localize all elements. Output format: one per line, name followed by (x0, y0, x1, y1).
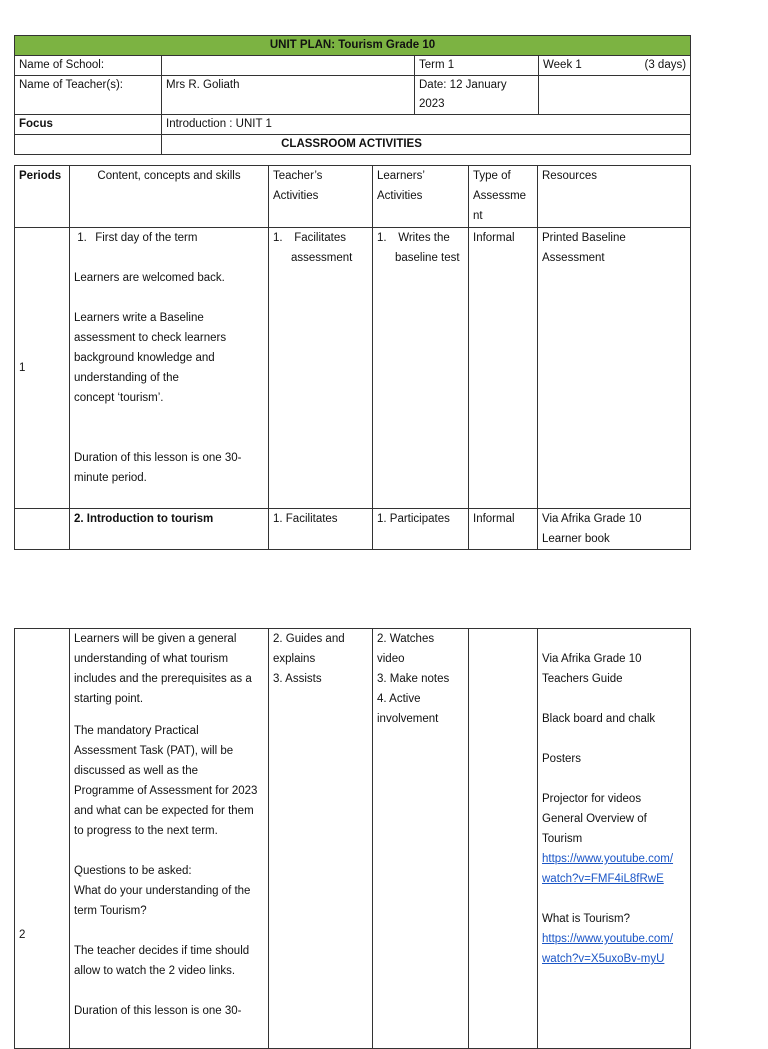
p2-content-text: and what can be expected for them (74, 805, 254, 817)
p2-resources-text: General Overview of (542, 813, 647, 825)
p2-content-text: The mandatory Practical (74, 725, 199, 737)
row2-period (15, 509, 70, 550)
col-content: Content, concepts and skills (70, 166, 269, 228)
row1-learners-num: 1. (377, 232, 387, 244)
youtube-link-what-is-tourism[interactable]: https://www.youtube.com/ (542, 933, 674, 945)
table-row (15, 509, 691, 550)
row1-content-text: background knowledge and (74, 352, 215, 364)
p2-period-number: 2 (19, 929, 26, 941)
col-teacher-l1: Teacher’s (273, 170, 323, 182)
week-label: Week 1 (543, 59, 582, 71)
p2-learners-text: 2. Watches (377, 633, 435, 645)
p2-content (70, 629, 269, 1049)
row1-learners-text: Writes the (398, 232, 450, 244)
p2-teacher (269, 629, 373, 1049)
p2-learners-text: 4. Active (377, 693, 421, 705)
row2-content: 2. Introduction to tourism (70, 509, 269, 550)
p2-content-text: Questions to be asked: (74, 865, 192, 877)
col-type (469, 166, 538, 228)
p2-content-text: term Tourism? (74, 905, 147, 917)
p2-content-text: Programme of Assessment for 2023 (74, 785, 258, 797)
row1-teacher-text: Facilitates (294, 232, 346, 244)
p2-resources-text: Via Afrika Grade 10 (542, 653, 642, 665)
school-value (162, 56, 415, 76)
col-learners-l2: Activities (377, 190, 423, 202)
col-resources: Resources (538, 166, 691, 228)
p2-content-text: Assessment Task (PAT), will be (74, 745, 234, 757)
youtube-link-general-overview-cont[interactable]: watch?v=FMF4iL8fRwE (542, 873, 664, 885)
row1-content-text: concept ‘tourism’. (74, 392, 164, 404)
p2-content-text: Learners will be given a general (74, 633, 237, 645)
p2-resources (538, 629, 691, 1049)
teacher-value: Mrs R. Goliath (162, 76, 415, 115)
p2-content-text: understanding of what tourism (74, 653, 229, 665)
row1-learners (373, 228, 469, 509)
p2-resources-text: Black board and chalk (542, 713, 656, 725)
p2-learners-text: 3. Make notes (377, 673, 450, 685)
p2-content-text: allow to watch the 2 video links. (74, 965, 236, 977)
p2-content-text: Duration of this lesson is one 30- (74, 1005, 242, 1017)
p2-teacher-text: explains (273, 653, 316, 665)
col-type-l2: Assessme (473, 190, 527, 202)
row1-period: 1 (15, 228, 70, 509)
p2-content-text: includes and the prerequisites as a (74, 673, 252, 685)
p2-period (15, 629, 70, 1049)
row2-resources (538, 509, 691, 550)
classroom-activities-heading: CLASSROOM ACTIVITIES (281, 138, 422, 150)
term-cell: Term 1 (415, 56, 539, 76)
unit-plan-header-table (14, 35, 691, 155)
p2-content-text: The teacher decides if time should (74, 945, 250, 957)
row2-type: Informal (469, 509, 538, 550)
row2-learners: 1. Participates (373, 509, 469, 550)
p2-content-text: What do your understanding of the (74, 885, 251, 897)
col-teacher (269, 166, 373, 228)
week-cell (539, 56, 691, 76)
unit-plan-title: UNIT PLAN: Tourism Grade 10 (15, 36, 691, 56)
p2-learners-text: video (377, 653, 405, 665)
row1-resources-text: Printed Baseline (542, 232, 626, 244)
p2-learners-text: involvement (377, 713, 439, 725)
row1-content-p1: Learners are welcomed back. (74, 272, 225, 284)
table-row (15, 629, 691, 1049)
row1-type: Informal (469, 228, 538, 509)
row1-content-text: understanding of the (74, 372, 179, 384)
activities-table-continued (14, 628, 691, 1049)
col-learners-l1: Learners’ (377, 170, 425, 182)
p2-content-text: starting point. (74, 693, 144, 705)
row1-resources-text: Assessment (542, 252, 605, 264)
col-teacher-l2: Activities (273, 190, 319, 202)
row1-teacher-text: assessment (291, 252, 353, 264)
row1-learners-text: baseline test (395, 252, 460, 264)
empty-cell (539, 76, 691, 115)
date-cell: Date: 12 January 2023 (415, 76, 539, 115)
p2-resources-text: Projector for videos (542, 793, 642, 805)
row1-teacher-num: 1. (273, 232, 283, 244)
col-learners (373, 166, 469, 228)
focus-label: Focus (15, 115, 162, 135)
col-periods: Periods (15, 166, 70, 228)
row1-teacher (269, 228, 373, 509)
teacher-label: Name of Teacher(s): (15, 76, 162, 115)
p2-type (469, 629, 538, 1049)
p2-teacher-text: 2. Guides and (273, 633, 345, 645)
p2-resources-text: What is Tourism? (542, 913, 630, 925)
row1-content-text: assessment to check learners (74, 332, 227, 344)
focus-value: Introduction : UNIT 1 (162, 115, 691, 135)
p2-resources-text: Tourism (542, 833, 583, 845)
youtube-link-general-overview[interactable]: https://www.youtube.com/ (542, 853, 674, 865)
row2-resources-text: Via Afrika Grade 10 (542, 513, 642, 525)
youtube-link-what-is-tourism-cont[interactable]: watch?v=X5uxoBv-myU (542, 953, 665, 965)
row1-content-item: 1. First day of the term (77, 232, 198, 244)
row1-content-duration: minute period. (74, 472, 147, 484)
col-type-l3: nt (473, 210, 483, 222)
row1-content-duration: Duration of this lesson is one 30- (74, 452, 242, 464)
table-row (15, 228, 691, 509)
p2-content-text: discussed as well as the (74, 765, 199, 777)
days-label: (3 days) (644, 59, 687, 71)
row1-content-text: Learners write a Baseline (74, 312, 204, 324)
p2-resources-text: Teachers Guide (542, 673, 623, 685)
p2-content-text: to progress to the next term. (74, 825, 218, 837)
row2-teacher: 1. Facilitates (269, 509, 373, 550)
p2-resources-text: Posters (542, 753, 581, 765)
row2-resources-text: Learner book (542, 533, 610, 545)
col-type-l1: Type of (473, 170, 511, 182)
p2-learners (373, 629, 469, 1049)
activities-table (14, 165, 691, 550)
row1-content (70, 228, 269, 509)
row1-resources (538, 228, 691, 509)
p2-teacher-text: 3. Assists (273, 673, 322, 685)
school-label: Name of School: (15, 56, 162, 76)
